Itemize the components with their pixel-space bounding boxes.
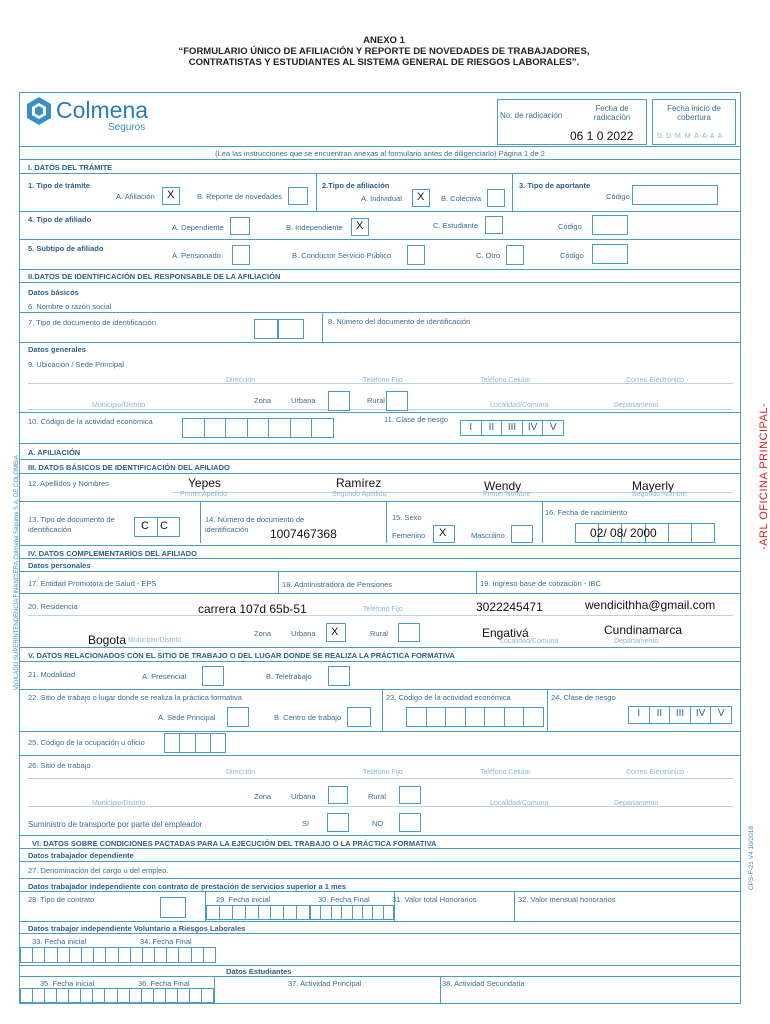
first-name-label: Primer Nombre (483, 491, 531, 498)
individual-label: A. Individual (361, 194, 402, 203)
reporte-label: B. Reporte de novedades (197, 192, 283, 201)
pensionado-checkbox[interactable] (232, 245, 250, 265)
pensionado-label: A. Pensionado (172, 251, 221, 260)
razon-social-label: 6. Nombre o razón social (28, 302, 112, 311)
modalidad-label: 21. Modalidad (28, 670, 76, 679)
res-urbana-mark: X (331, 626, 339, 638)
afiliado-code-input[interactable] (592, 215, 628, 235)
site-municipio-label: Municipio/Distrito (92, 800, 146, 807)
form-title-line2: CONTRATISTAS Y ESTUDIANTES AL SISTEMA GENERAL DE RIESGOS LABORALES”. (188, 57, 580, 68)
resp-urbana-label: Urbana (291, 396, 316, 405)
logo-sub: Seguros (108, 122, 146, 133)
centro-trabajo-checkbox[interactable] (347, 707, 371, 727)
transporte-label: Suministro de transporte por parte del empleador (28, 820, 203, 829)
reporte-checkbox[interactable] (288, 187, 308, 205)
fecha-final-30-cells[interactable] (310, 905, 394, 920)
instructions-text: (Lea las instrucciones que se encuentran anexas al formulario antes de diligenciarlo) Página 1 de 2 (215, 149, 545, 158)
ubicacion-label: 9. Ubicación / Sede Principal (28, 360, 124, 369)
res-zona-label: Zona (254, 629, 272, 638)
sede-principal-checkbox[interactable] (227, 707, 249, 727)
datos-personales-label: Datos personales (28, 561, 91, 570)
resp-urbana-checkbox[interactable] (328, 391, 350, 411)
dependiente-checkbox[interactable] (230, 217, 250, 235)
birthdate-value: 02/ 08/ 2000 (590, 526, 657, 540)
coverage-date-mask[interactable]: D D M M A A A A (657, 133, 724, 140)
subtipo-label: 5. Subtipo de afiliado (28, 244, 104, 253)
section-3-title: III. DATOS BÁSICOS DE IDENTIFICACIÓN DEL AFILIADO (28, 463, 230, 472)
coverage-date-label: Fecha inicio de cobertura (667, 104, 721, 122)
resp-rural-checkbox[interactable] (386, 391, 408, 411)
afiliado-type-label: 4. Tipo de afiliado (28, 215, 92, 224)
afiliacion-mark: X (167, 189, 175, 201)
section-2-title: II.DATOS DE IDENTIFICACIÓN DEL RESPONSABLE DE LA AFILIACIÓN (28, 272, 281, 281)
site-riesgo-selector[interactable]: I II III IV V (628, 706, 732, 724)
actividad-principal-label: 37. Actividad Principal (288, 979, 362, 988)
resp-telfijo-label: Teléfono Fijo (363, 377, 403, 384)
conductor-label: B. Conductor Servicio Público (292, 251, 392, 260)
valor-mensual-label: 32. Valor mensual honorarios (518, 895, 616, 904)
datos-generales-label: Datos generales (28, 345, 86, 354)
section-5-title: V. DATOS RELACIONADOS CON EL SITIO DE TRABAJO O DEL LUGAR DONDE SE REALIZA LA PRÁCTICA FORMATIVA (28, 651, 455, 660)
sitio-trabajo-label: 26. Sitio de trabajo (28, 761, 91, 770)
resp-riesgo-label: 11. Clase de riesgo (384, 415, 449, 424)
doc-type-value: C C (141, 520, 168, 532)
otro-label: C. Otro (476, 251, 501, 260)
presencial-label: A. Presencial (142, 672, 187, 681)
annex-title: ANEXO 1 (363, 35, 405, 46)
fecha-inicial-29-cells[interactable] (206, 905, 310, 920)
male-label: Masculino (471, 531, 505, 540)
form-title-line1: “FORMULARIO ÚNICO DE AFILIACIÓN Y REPORTE DE NOVEDADES DE TRABAJADORES, (178, 46, 590, 57)
sitio-practica-label: 22. Sitio de trabajo o lugar donde se realiza la práctica formativa (28, 693, 242, 702)
colectiva-checkbox[interactable] (487, 189, 505, 207)
site-localidad-label: Localidad/Comuna (490, 800, 549, 807)
resp-doc-number-label: 8. Número del documento de identificación (328, 317, 471, 326)
res-localidad-label: Localidad/Comuna (500, 638, 559, 645)
site-rural-label: Rural (368, 792, 386, 801)
resp-riesgo-selector[interactable]: I II III IV V (460, 420, 564, 436)
fecha-final-36-label: 36. Fecha Final (138, 979, 190, 988)
resp-rural-label: Rural (367, 396, 385, 405)
independiente-mark: X (356, 220, 364, 232)
section-6-title: VI. DATOS SOBRE CONDICIONES PACTADAS PARA LA EJECUCIÓN DEL TRABAJO O LA PRÁCTICA FORMATIVA (32, 839, 437, 848)
resp-direccion-label: Dirección (226, 377, 256, 384)
department-value[interactable]: Cundinamarca (604, 623, 683, 637)
sede-principal-label: A. Sede Principal (158, 713, 216, 722)
tipo-contrato-input[interactable] (160, 897, 186, 918)
vigilado-side-label: VIGILADO SUPERINTENDENCIA FINANCIERA Colmena Seguros S.A. DE COLOMBIA (14, 455, 20, 690)
voluntario-dates-cells[interactable] (20, 947, 216, 963)
site-urbana-checkbox[interactable] (328, 786, 348, 804)
eps-label: 17. Entidad Promotora de Salud - EPS (28, 579, 157, 588)
site-departamento-label: Departamento (614, 800, 659, 807)
independiente-label: B. Independiente (286, 223, 343, 232)
male-checkbox[interactable] (511, 525, 533, 543)
resp-actividad-label: 10. Código de la actividad económica (28, 417, 153, 426)
estudiante-label: C. Estudiante (433, 221, 479, 230)
site-telfijo-label: Teléfono Fijo (363, 769, 403, 776)
subtipo-code-label: Código (560, 251, 584, 260)
res-telfijo-label: Teléfono Fijo (363, 606, 403, 613)
resp-actividad-cells[interactable] (182, 418, 334, 438)
site-telcel-label: Teléfono Celular (480, 769, 531, 776)
resp-doc-type-input-2[interactable] (278, 319, 304, 339)
email-value[interactable]: wendicithha@gmail.com (585, 598, 716, 612)
afiliacion-type-label: 2.Tipo de afiliación (322, 181, 390, 190)
dependiente-data-label: Datos trabajador dependiente (28, 851, 134, 860)
aportante-code-label: Código (606, 192, 630, 201)
site-zona-label: Zona (254, 792, 272, 801)
resp-doc-type-input-1[interactable] (254, 319, 278, 339)
first-name-value[interactable]: Wendy (484, 479, 522, 493)
afiliado-code-label: Código (558, 222, 582, 231)
birthdate-label: 16. Fecha de nacimiento (545, 508, 628, 517)
section-4-title: IV. DATOS COMPLEMENTARIOS DEL AFILIADO (28, 549, 197, 558)
radication-number-label: No. de radicación (500, 111, 563, 120)
ocupacion-label: 25. Código de la ocupación u oficio (28, 738, 145, 747)
resp-localidad-label: Localidad/Comuna (490, 402, 549, 409)
ocupacion-cells[interactable] (164, 733, 226, 753)
second-name-value[interactable]: Mayerly (632, 479, 675, 493)
site-actividad-label: 23. Código de la actividad económica (386, 693, 511, 702)
fecha-final-30-label: 30. Fecha Final (318, 895, 370, 904)
res-rural-checkbox[interactable] (398, 623, 420, 642)
res-rural-label: Rural (370, 629, 388, 638)
second-surname-label: Segundo Apellido (332, 491, 387, 498)
res-municipio-label: Municipio/Distrito (128, 637, 182, 644)
municipality-value[interactable]: Bogota (88, 633, 127, 647)
pensiones-label: 18. Administradora de Pensiones (282, 580, 393, 589)
apellidos-label: 12. Apellidos y Nombres (28, 479, 109, 488)
resp-zona-label: Zona (254, 396, 272, 405)
resp-correo-label: Correo Electrónico (626, 377, 684, 384)
female-label: Femenino (392, 531, 426, 540)
resp-departamento-label: Departamento (614, 402, 659, 409)
section-a-title: A. AFILIACIÓN (28, 448, 81, 457)
fecha-inicial-35-label: 35. Fecha inicial (40, 979, 95, 988)
independiente-data-label: Datos trabajador independiente con contrato de prestación de servicios superior a 1 mes (28, 882, 347, 891)
arl-office-side-label: -ARL OFICINA PRINCIPAL- (758, 402, 770, 550)
first-surname-value[interactable]: Yepes (188, 476, 221, 490)
female-mark: X (439, 527, 447, 539)
subtipo-code-input[interactable] (592, 244, 628, 264)
phone-value[interactable]: 3022245471 (476, 600, 543, 614)
form-code-side-label: CPS-F-21 V4 10/2018 (748, 826, 755, 890)
aportante-label: 3. Tipo de aportante (519, 181, 591, 190)
site-correo-label: Correo Electrónico (626, 769, 684, 776)
tramite-label: 1. Tipo de trámite (28, 181, 90, 190)
fecha-final-34-label: 34. Fecha Final (140, 937, 192, 946)
first-surname-label: Primer Apellido (180, 491, 228, 498)
conductor-checkbox[interactable] (407, 245, 425, 265)
dependiente-label: A. Dependiente (172, 223, 224, 232)
estudiante-checkbox[interactable] (485, 216, 503, 234)
fecha-inicial-33-label: 33. Fecha inicial (32, 937, 87, 946)
afiliacion-label: A. Afiliación (116, 192, 155, 201)
site-rural-checkbox[interactable] (399, 786, 421, 804)
centro-trabajo-label: B. Centro de trabajo (274, 713, 342, 722)
estudiantes-dates-cells[interactable] (20, 988, 214, 1003)
fecha-inicial-29-label: 29. Fecha inicial (216, 895, 271, 904)
logo-name: Colmena (56, 97, 149, 123)
transporte-no-checkbox[interactable] (399, 813, 421, 832)
voluntario-data-label: Datos trabajor independiente Voluntario a Riesgos Laborales (28, 924, 246, 933)
colectiva-label: B. Colectiva (441, 194, 482, 203)
aportante-code-input[interactable] (632, 185, 718, 205)
hexagon-logo-icon (26, 96, 52, 126)
resp-doc-type-label: 7. Tipo de documento de identificación (28, 318, 157, 327)
transporte-si-checkbox[interactable] (327, 813, 349, 832)
address-value[interactable]: carrera 107d 65b-51 (198, 602, 307, 616)
presencial-checkbox[interactable] (202, 666, 224, 686)
doc-number-value[interactable]: 1007467368 (270, 527, 337, 541)
affiliation-form (19, 92, 741, 1004)
site-urbana-label: Urbana (291, 792, 316, 801)
site-actividad-cells[interactable] (406, 707, 544, 727)
second-surname-value[interactable]: Ramírez (336, 476, 382, 490)
datos-basicos-label: Datos básicos (28, 288, 79, 297)
sex-label: 15. Sexo (392, 513, 422, 522)
resp-municipio-label: Municipio/Distrito (92, 402, 146, 409)
valor-total-label: 31. Valor total Honorarios (392, 895, 477, 904)
transporte-si-label: SI (302, 819, 310, 828)
radication-date-value[interactable]: 06 1 0 2022 (570, 129, 634, 143)
section-1-title: I. DATOS DEL TRÁMITE (28, 163, 113, 172)
teletrabajo-checkbox[interactable] (328, 666, 350, 686)
tipo-contrato-label: 28. Tipo de contrato (28, 895, 95, 904)
ibc-label: 19. Ingreso base de cotización - IBC (480, 579, 601, 588)
res-departamento-label: Departamento (614, 638, 659, 645)
teletrabajo-label: B. Teletrabajo (266, 672, 312, 681)
radication-date-label: Fecha de radicación (593, 104, 631, 122)
transporte-no-label: NO (372, 819, 384, 828)
res-urbana-label: Urbana (291, 629, 316, 638)
second-name-label: Segundo Nombre (632, 491, 687, 498)
residencia-label: 20. Residencia (28, 602, 78, 611)
otro-checkbox[interactable] (506, 245, 524, 265)
resp-telcel-label: Teléfono Celular (480, 377, 531, 384)
site-riesgo-label: 24. Clase de riesgo (551, 693, 616, 702)
actividad-secundaria-label: 38. Actividad Secundaria (442, 979, 525, 988)
individual-mark: X (417, 191, 425, 203)
locality-value[interactable]: Engativá (482, 626, 529, 640)
colmena-logo (26, 96, 52, 128)
doc-type-label: 13. Tipo de documento de identificación (28, 515, 115, 534)
cargo-label: 27. Denominación del cargo u del empleo. (28, 866, 169, 875)
estudiantes-data-label: Datos Estudiantes (226, 967, 292, 976)
doc-number-label: 14. Número de documento de identificación (205, 515, 305, 534)
site-direccion-label: Dirección (226, 769, 256, 776)
